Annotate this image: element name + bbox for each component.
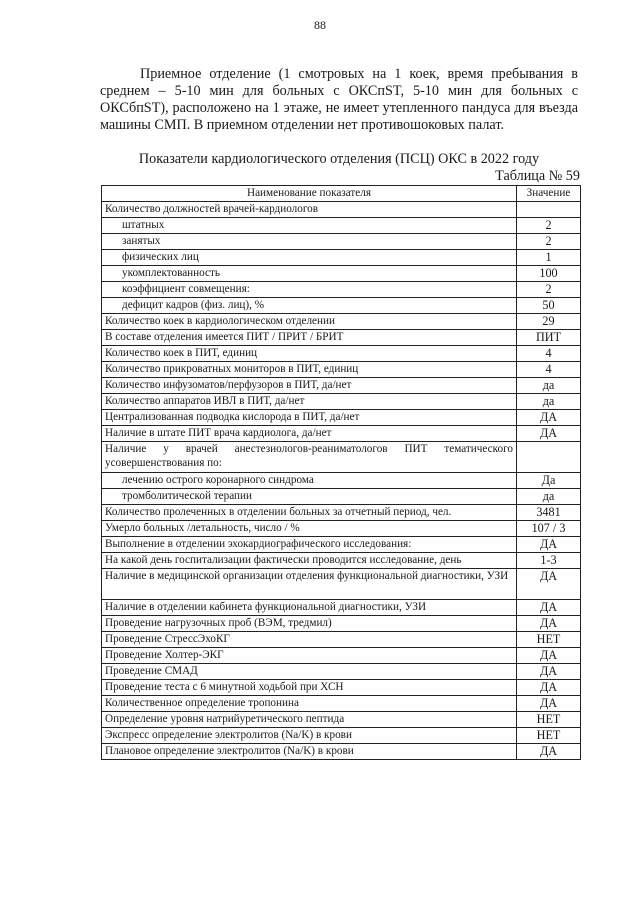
table-row <box>102 664 581 680</box>
table-row <box>102 616 581 632</box>
table-row <box>102 346 581 362</box>
row-value: ДА <box>517 648 581 664</box>
row-name: Экспресс определение электролитов (Na/K) в крови <box>102 728 517 744</box>
row-name: Количество прикроватных мониторов в ПИТ, единиц <box>102 362 517 378</box>
row-name: Умерло больных /летальность, число / % <box>102 521 517 537</box>
table-row <box>102 505 581 521</box>
row-value: 3481 <box>517 505 581 521</box>
header-value: Значение <box>517 186 581 202</box>
table-row <box>102 218 581 234</box>
table-row <box>102 569 581 600</box>
row-value: НЕТ <box>517 728 581 744</box>
table-row <box>102 712 581 728</box>
intro-paragraph: Приемное отделение (1 смотровых на 1 коек, время пребывания в среднем – 5-10 мин для больных с ОКСпST, 5-10 мин для больных с ОКСбпST), расположено на 1 этаже, не имеет утепленного пандуса для въезда машины СМП. В приемном отделении нет противошоковых палат. <box>100 66 578 133</box>
row-name: Количество коек в кардиологическом отделении <box>102 314 517 330</box>
table-row <box>102 553 581 569</box>
table-row <box>102 250 581 266</box>
row-name: штатных <box>102 218 517 234</box>
row-value: 2 <box>517 218 581 234</box>
page-number: 88 <box>314 18 326 32</box>
header-name: Наименование показателя <box>102 186 517 202</box>
table-row <box>102 234 581 250</box>
row-value <box>517 442 581 473</box>
row-value: 2 <box>517 234 581 250</box>
row-value: ДА <box>517 410 581 426</box>
row-name: Проведение СтрессЭхоКГ <box>102 632 517 648</box>
row-name: Централизованная подводка кислорода в ПИТ, да/нет <box>102 410 517 426</box>
table-row <box>102 362 581 378</box>
row-name: Проведение теста с 6 минутной ходьбой при ХСН <box>102 680 517 696</box>
row-name: Наличие в медицинской организации отделения функциональной диагностики, УЗИ <box>102 569 517 600</box>
table-row <box>102 600 581 616</box>
row-value: ДА <box>517 537 581 553</box>
table-row <box>102 426 581 442</box>
row-value: 100 <box>517 266 581 282</box>
row-value: ДА <box>517 569 581 600</box>
row-name: На какой день госпитализации фактически проводится исследование, день <box>102 553 517 569</box>
table-row <box>102 266 581 282</box>
row-name: укомплектованность <box>102 266 517 282</box>
table-row <box>102 728 581 744</box>
row-name: Количество коек в ПИТ, единиц <box>102 346 517 362</box>
row-value: ДА <box>517 426 581 442</box>
row-name: Количество пролеченных в отделении больных за отчетный период, чел. <box>102 505 517 521</box>
row-name: Наличие в штате ПИТ врача кардиолога, да/нет <box>102 426 517 442</box>
row-value: да <box>517 394 581 410</box>
table-row <box>102 521 581 537</box>
row-name: тромболитической терапии <box>102 489 517 505</box>
table-row <box>102 680 581 696</box>
row-value: да <box>517 378 581 394</box>
row-name: дефицит кадров (физ. лиц), % <box>102 298 517 314</box>
table-number: Таблица № 59 <box>495 168 580 184</box>
row-value: да <box>517 489 581 505</box>
table-row <box>102 202 581 218</box>
indicators-table <box>101 185 581 760</box>
row-name: физических лиц <box>102 250 517 266</box>
row-value: НЕТ <box>517 712 581 728</box>
row-name: Плановое определение электролитов (Na/K) в крови <box>102 744 517 760</box>
table-row <box>102 648 581 664</box>
row-value: ДА <box>517 664 581 680</box>
table-row <box>102 394 581 410</box>
row-name: В составе отделения имеется ПИТ / ПРИТ / БРИТ <box>102 330 517 346</box>
row-name: занятых <box>102 234 517 250</box>
row-value: 50 <box>517 298 581 314</box>
table-row <box>102 489 581 505</box>
row-value: Да <box>517 473 581 489</box>
row-name: коэффициент совмещения: <box>102 282 517 298</box>
row-value: 1-3 <box>517 553 581 569</box>
table-row <box>102 314 581 330</box>
table-row <box>102 473 581 489</box>
row-value: ДА <box>517 696 581 712</box>
row-name: Количество аппаратов ИВЛ в ПИТ, да/нет <box>102 394 517 410</box>
row-value: ПИТ <box>517 330 581 346</box>
row-name: Проведение Холтер-ЭКГ <box>102 648 517 664</box>
row-name: Количественное определение тропонина <box>102 696 517 712</box>
row-value: НЕТ <box>517 632 581 648</box>
row-value: 4 <box>517 346 581 362</box>
table-header-row <box>102 186 581 202</box>
row-name: Проведение СМАД <box>102 664 517 680</box>
row-value: 2 <box>517 282 581 298</box>
row-name: лечению острого коронарного синдрома <box>102 473 517 489</box>
row-name: Определение уровня натрийуретического пептида <box>102 712 517 728</box>
row-name: Количество должностей врачей-кардиологов <box>102 202 517 218</box>
table-row <box>102 632 581 648</box>
table-title: Показатели кардиологического отделения (ПСЦ) ОКС в 2022 году <box>138 151 540 167</box>
row-value: ДА <box>517 616 581 632</box>
table-row <box>102 744 581 760</box>
table-row <box>102 378 581 394</box>
row-name: Выполнение в отделении эхокардиографического исследования: <box>102 537 517 553</box>
row-value: ДА <box>517 680 581 696</box>
row-name: Наличие у врачей анестезиологов-реаниматологов ПИТ тематического усовершенствования по: <box>102 442 517 473</box>
table-row <box>102 442 581 473</box>
row-name: Проведение нагрузочных проб (ВЭМ, тредмил) <box>102 616 517 632</box>
row-value: 4 <box>517 362 581 378</box>
table-row <box>102 298 581 314</box>
table-row <box>102 537 581 553</box>
table-row <box>102 410 581 426</box>
row-value: 107 / 3 <box>517 521 581 537</box>
table-row <box>102 330 581 346</box>
row-name: Наличие в отделении кабинета функциональной диагностики, УЗИ <box>102 600 517 616</box>
row-value: ДА <box>517 744 581 760</box>
row-name: Количество инфузоматов/перфузоров в ПИТ, да/нет <box>102 378 517 394</box>
row-value: ДА <box>517 600 581 616</box>
table-row <box>102 696 581 712</box>
table-row <box>102 282 581 298</box>
row-value: 29 <box>517 314 581 330</box>
row-value <box>517 202 581 218</box>
row-value: 1 <box>517 250 581 266</box>
